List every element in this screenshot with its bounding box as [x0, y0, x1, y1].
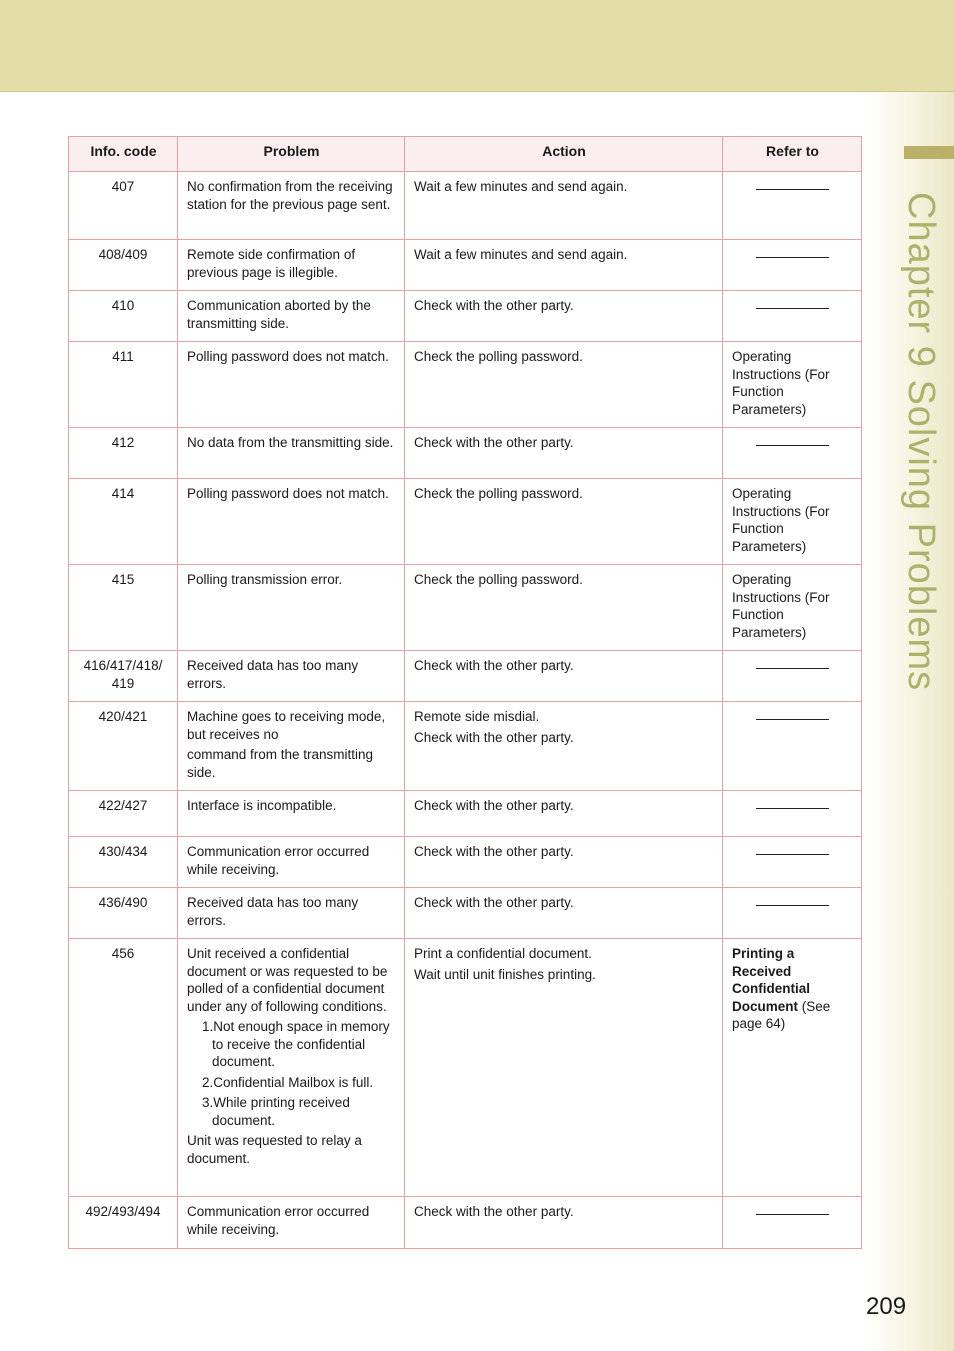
info-code [69, 651, 178, 702]
problem-cell: Communication aborted by the transmitting side. [178, 291, 405, 342]
refer-cell [723, 291, 862, 342]
table-row [69, 291, 862, 342]
problem-cell: Communication error occurred while receiving. [178, 837, 405, 888]
info-code: 414 [69, 479, 178, 565]
chapter-tab-marker [904, 146, 954, 159]
info-code: 420/421 [69, 702, 178, 791]
action-cell: Check the polling password. [405, 479, 723, 565]
info-code: 407 [69, 172, 178, 240]
action-cell: Check with the other party. [405, 888, 723, 939]
info-code: 411 [69, 342, 178, 428]
blank-reference-line [756, 854, 829, 855]
chapter-title: Chapter 9 Solving Problems [900, 192, 942, 692]
table-row [69, 479, 862, 565]
problem-cell: Polling password does not match. [178, 479, 405, 565]
refer-cell: Operating Instructions (For Function Parameters) [723, 565, 862, 651]
condition-item: 1.Not enough space in memory to receive the confidential document. [202, 1019, 390, 1069]
action-line: Print a confidential document. [414, 946, 592, 961]
problem-cell: Received data has too many errors. [178, 888, 405, 939]
table-row [69, 428, 862, 479]
action-cell [405, 939, 723, 1197]
table-row [69, 565, 862, 651]
problem-outro: Unit was requested to relay a document. [187, 1133, 362, 1166]
blank-reference-line [756, 445, 829, 446]
table-row [69, 1197, 862, 1249]
action-cell: Wait a few minutes and send again. [405, 172, 723, 240]
action-cell: Wait a few minutes and send again. [405, 240, 723, 291]
table-row [69, 651, 862, 702]
action-cell: Check with the other party. [405, 1197, 723, 1249]
info-code-line: 419 [111, 675, 135, 691]
table-row [69, 702, 862, 791]
action-line: Check with the other party. [414, 729, 574, 745]
table-row [69, 888, 862, 939]
col-header-refer-to: Refer to [723, 137, 862, 172]
problem-cell: Received data has too many errors. [178, 651, 405, 702]
blank-reference-line [756, 1214, 829, 1215]
action-cell [405, 702, 723, 791]
refer-cell: Operating Instructions (For Function Parameters) [723, 479, 862, 565]
refer-cell [723, 939, 862, 1197]
info-code-line: 416/417/418/ [83, 658, 163, 673]
refer-cell [723, 651, 862, 702]
refer-cell [723, 702, 862, 791]
problem-cell: Polling password does not match. [178, 342, 405, 428]
info-code: 430/434 [69, 837, 178, 888]
refer-cell [723, 837, 862, 888]
action-cell: Check with the other party. [405, 428, 723, 479]
problem-line: Machine goes to receiving mode, but receives no [187, 709, 386, 742]
problem-line: command from the transmitting side. [187, 747, 374, 780]
problem-intro: Unit received a confidential document or was requested to be polled of a confidential document under any of following conditions. [187, 946, 388, 1014]
action-cell: Check with the other party. [405, 651, 723, 702]
refer-cell [723, 240, 862, 291]
problem-cell: Polling transmission error. [178, 565, 405, 651]
table-row [69, 791, 862, 837]
col-header-info-code: Info. code [69, 137, 178, 172]
info-code: 422/427 [69, 791, 178, 837]
col-header-action: Action [405, 137, 723, 172]
blank-reference-line [756, 308, 829, 309]
top-header-band [0, 0, 954, 92]
action-cell: Check the polling password. [405, 565, 723, 651]
blank-reference-line [756, 189, 829, 190]
refer-cell [723, 1197, 862, 1249]
info-code: 408/409 [69, 240, 178, 291]
problem-cell [178, 702, 405, 791]
problem-cell [178, 939, 405, 1197]
refer-section-title: Printing a Received Confidential Document [732, 946, 810, 1014]
table-row [69, 939, 862, 1197]
refer-cell [723, 791, 862, 837]
col-header-problem: Problem [178, 137, 405, 172]
problem-cell: Communication error occurred while receiving. [178, 1197, 405, 1249]
action-line: Wait until unit finishes printing. [414, 966, 596, 982]
blank-reference-line [756, 905, 829, 906]
info-code: 410 [69, 291, 178, 342]
problem-cell: Remote side confirmation of previous page is illegible. [178, 240, 405, 291]
blank-reference-line [756, 808, 829, 809]
blank-reference-line [756, 257, 829, 258]
table-row [69, 342, 862, 428]
problem-cell: No data from the transmitting side. [178, 428, 405, 479]
problem-cell: No confirmation from the receiving station for the previous page sent. [178, 172, 405, 240]
condition-list [187, 1018, 396, 1129]
action-line: Remote side misdial. [414, 709, 540, 724]
refer-page-note: (See page 64) [732, 998, 831, 1031]
condition-item: 2.Confidential Mailbox is full. [202, 1074, 374, 1090]
blank-reference-line [756, 719, 829, 720]
info-code: 436/490 [69, 888, 178, 939]
action-cell: Check with the other party. [405, 837, 723, 888]
refer-cell [723, 888, 862, 939]
error-code-table [68, 136, 862, 1249]
info-code: 412 [69, 428, 178, 479]
problem-cell: Interface is incompatible. [178, 791, 405, 837]
info-code: 456 [69, 939, 178, 1197]
refer-cell: Operating Instructions (For Function Parameters) [723, 342, 862, 428]
page-number: 209 [866, 1293, 907, 1320]
condition-item: 3.While printing received document. [202, 1095, 350, 1128]
info-code: 415 [69, 565, 178, 651]
table-row [69, 837, 862, 888]
action-cell: Check with the other party. [405, 791, 723, 837]
refer-cell [723, 172, 862, 240]
table-row [69, 240, 862, 291]
info-code: 492/493/494 [69, 1197, 178, 1249]
blank-reference-line [756, 668, 829, 669]
table-header-row [69, 137, 862, 172]
action-cell: Check the polling password. [405, 342, 723, 428]
table-row [69, 172, 862, 240]
action-cell: Check with the other party. [405, 291, 723, 342]
refer-cell [723, 428, 862, 479]
